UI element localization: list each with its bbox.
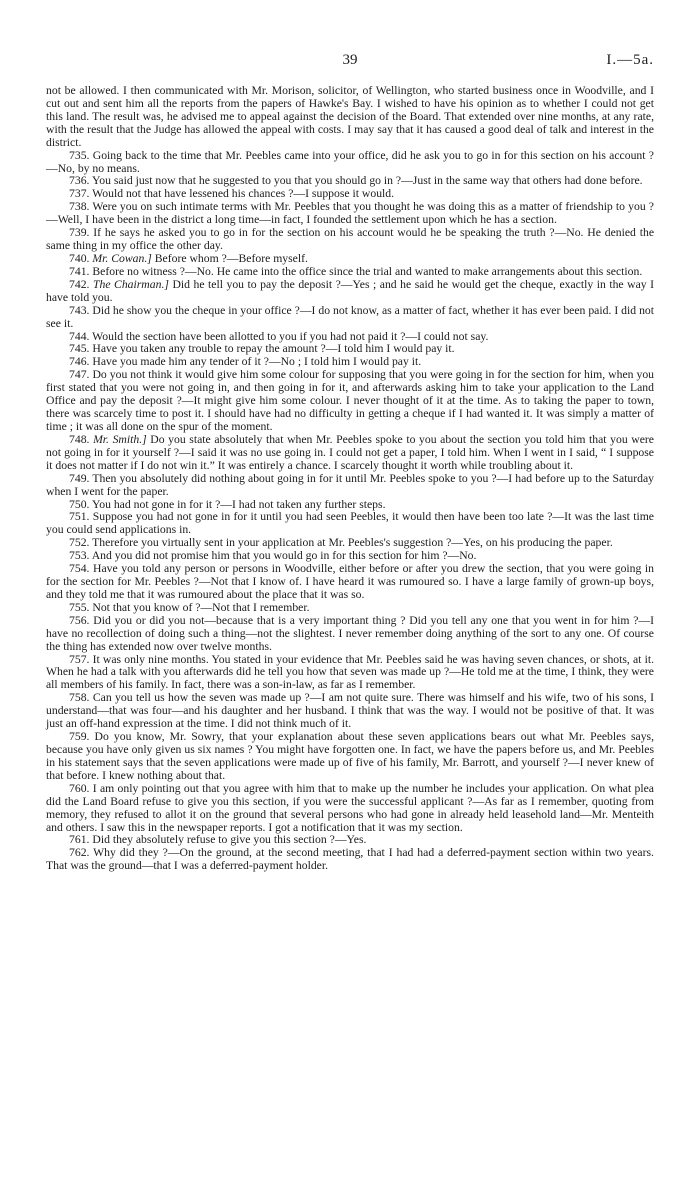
question-text: Did they absolutely refuse to give you this section ?—Yes. [92, 833, 367, 847]
question-text: You had not gone in for it ?—I had not taken any further steps. [91, 497, 386, 511]
question-text: Do you know, Mr. Sowry, that your explanation about these seven applications bears out what Mr. Peebles says, because you have only given us six names ? You might have forgotten one. In fact, we have the papers before us, and Mr. Peebles in his statement says that the seven applications were made up of five of his family, Mr. Barrott, and yourself ?—I never knew of that before. I knew nothing about that. [46, 730, 655, 782]
question-text: Do you state absolutely that when Mr. Peebles spoke to you about the section you told him that you were not going in for it yourself ?—I said it was no use going in. I could not get a paper, I told him. When I went in I said, “ I suppose it does not matter if I do not win it.” It was entirely a chance. I scarcely thought it worth while troubling about it. [46, 432, 654, 472]
question-number: 738. [69, 200, 90, 214]
question-number: 759. [69, 730, 90, 744]
speaker-label: Mr. Smith.] [93, 432, 147, 446]
question-text: Did you or did you not—because that is a very important thing ? Did you tell any one that you went in for him ?—I have no recollection of doing such a thing—not the slightest. I never remember doing anything of the sort to any one. Of course the thing has extended now over twelve months. [46, 613, 655, 653]
page-header [46, 52, 654, 74]
question-paragraph [46, 279, 654, 305]
question-paragraph [46, 847, 654, 873]
question-number: 750. [69, 497, 90, 511]
question-paragraph [46, 369, 654, 434]
question-text: Can you tell us how the seven was made up ?—I am not quite sure. There was himself and his wife, two of his sons, I understand—that was four—and his daughter and her husband. I think that was the way. I would not be positive of that. It was just an off-hand expression at the time. I did not think much of it. [46, 691, 655, 731]
question-text: Suppose you had not gone in for it until you had seen Peebles, it would then have been too late ?—It was the last time you could send applications in. [46, 510, 654, 537]
question-number: 741. [69, 264, 90, 278]
question-number: 758. [69, 691, 90, 705]
question-number: 743. [69, 303, 90, 317]
question-number: 746. [69, 355, 90, 369]
question-number: 735. [69, 148, 90, 162]
question-paragraph [46, 201, 654, 227]
question-number: 754. [69, 562, 90, 576]
question-text: And you did not promise him that you would go in for this section for him ?—No. [91, 549, 477, 563]
question-number: 739. [69, 226, 90, 240]
question-paragraph [46, 305, 654, 331]
question-number: 760. [69, 781, 90, 795]
question-paragraph [46, 692, 654, 731]
question-text: If he says he asked you to go in for the section on his account would he be speaking the truth ?—No. He denied the same thing in my office the other day. [46, 226, 655, 253]
question-number: 745. [69, 342, 90, 356]
question-text: Would not that have lessened his chances ?—I suppose it would. [92, 187, 395, 201]
page-number: 39 [342, 52, 358, 68]
question-text: Before whom ?—Before myself. [154, 251, 308, 265]
question-text: Why did they ?—On the ground, at the second meeting, that I had had a deferred-payment section within two years. That was the ground—that I was a deferred-payment holder. [46, 846, 654, 873]
question-paragraph [46, 150, 654, 176]
question-number: 747. [69, 368, 90, 382]
question-number: 740. [69, 251, 90, 265]
question-number: 742. [69, 277, 90, 291]
question-number: 749. [69, 471, 90, 485]
continued-paragraph: not be allowed. I then communicated with Mr. Morison, solicitor, of Wellington, who started business once in Woodville, and I cut out and sent him all the reports from the papers of Hawke's Bay. I wished to have his opinion as to whether I could not get this land. The result was, he advised me to appeal against the decision of the Board. That extended over nine months, at any rate, with the result that the Judge has allowed the appeal with costs. I may say that it has caused a good deal of talk and interest in the district. [46, 84, 654, 149]
question-text: Have you made him any tender of it ?—No ; I told him I would pay it. [92, 355, 422, 369]
question-paragraph [46, 434, 654, 473]
question-number: 752. [69, 536, 90, 550]
question-paragraph [46, 227, 654, 253]
question-number: 736. [69, 174, 90, 188]
document-reference: I.—5a. [606, 52, 654, 68]
question-text: Were you on such intimate terms with Mr. Peebles that you thought he was doing this as a matter of friendship to you ?—Well, I have been in the district a long time—in fact, I founded the settlement upon which he has a section. [46, 200, 654, 227]
question-text: You said just now that he suggested to you that you should go in ?—Just in the same way that others had done before. [91, 174, 643, 188]
question-number: 744. [69, 329, 90, 343]
question-text: Did he tell you to pay the deposit ?—Yes ; and he said he would get the cheque, exactly in the way I have told you. [46, 277, 655, 304]
question-number: 756. [69, 613, 90, 627]
question-text: Did he show you the cheque in your office ?—I do not know, as a matter of fact, whether it has ever been paid. I did not see it. [46, 303, 655, 330]
document-body [46, 85, 654, 873]
question-number: 762. [69, 846, 90, 860]
question-text: Before no witness ?—No. He came into the office since the trial and wanted to make arrangements about this section. [92, 264, 643, 278]
question-number: 755. [69, 600, 90, 614]
question-paragraph [46, 511, 654, 537]
question-number: 761. [69, 833, 90, 847]
question-number: 757. [69, 652, 90, 666]
question-paragraph [46, 615, 654, 654]
question-text: Then you absolutely did nothing about going in for it until Mr. Peebles spoke to you ?—I had before up to the Saturday when I went for the paper. [46, 471, 654, 498]
question-text: Do you not think it would give him some colour for supposing that you were going in for the section for him, when you first stated that you were not going in, and then going in for it, and afterwards asking him to take your application to the Land Office and pay the deposit ?—It might give him some colour. I never thought of it at the time. As to taking the paper to town, there was scarcely time to post it. I should have had no difficulty in getting a cheque if I had wanted it. It was simply a matter of time ; it was all done on the spur of the moment. [46, 368, 655, 433]
question-text: Going back to the time that Mr. Peebles came into your office, did he ask you to go in for this section on his account ?—No, by no means. [46, 148, 654, 175]
question-text: Therefore you virtually sent in your application at Mr. Peebles's suggestion ?—Yes, on his producing the paper. [92, 536, 613, 550]
question-number: 751. [69, 510, 90, 524]
question-text: Would the section have been allotted to you if you had not paid it ?—I could not say. [92, 329, 489, 343]
speaker-label: Mr. Cowan.] [92, 251, 152, 265]
question-number: 753. [69, 549, 90, 563]
question-number: 737. [69, 187, 90, 201]
question-paragraph [46, 783, 654, 835]
speaker-label: The Chairman.] [92, 277, 169, 291]
question-text: Not that you know of ?—Not that I remember. [92, 600, 310, 614]
question-paragraph [46, 654, 654, 693]
question-text: Have you taken any trouble to repay the amount ?—I told him I would pay it. [92, 342, 455, 356]
question-text: I am only pointing out that you agree with him that to make up the number he includes your application. On what plea did the Land Board refuse to give you this section, if you were the successful applicant ?—As far as I remember, quoting from memory, they refused to allot it on the ground that several persons who had gone in already held leasehold land—Mr. Menteith and others. I saw this in the newspaper reports. I got a notification that it was my section. [46, 781, 654, 834]
question-text: It was only nine months. You stated in your evidence that Mr. Peebles said he was having seven chances, or shots, at it. When he had a talk with you afterwards did he tell you how that seven was made up ?—He told me at the time, I think, they were all members of his family. In fact, there was a son-in-law, as far as I remember. [46, 652, 654, 692]
question-paragraph [46, 731, 654, 783]
question-paragraph [46, 563, 654, 602]
question-paragraph [46, 473, 654, 499]
question-text: Have you told any person or persons in Woodville, either before or after you drew the section, that you were going in for the section for Mr. Peebles ?—Not that I know of. I have heard it was rumoured so. I have a large family of grown-up boys, and they told me that it was rumoured about the place that it was so. [46, 562, 654, 601]
question-number: 748. [69, 432, 90, 446]
